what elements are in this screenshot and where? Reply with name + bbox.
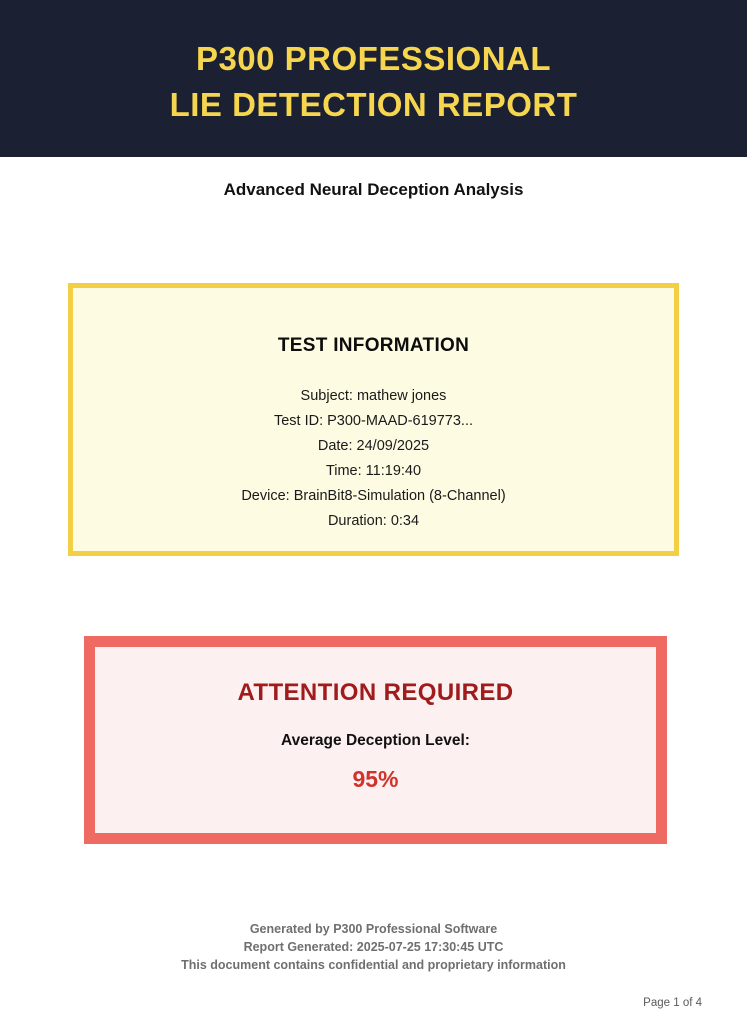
test-information-card <box>68 283 679 556</box>
attention-card-inner <box>95 647 656 833</box>
test-information-details <box>241 384 505 534</box>
test-info-date: Date: 24/09/2025 <box>317 438 430 454</box>
attention-title: ATTENTION REQUIRED <box>237 679 514 706</box>
report-title-line-1: P300 PROFESSIONAL <box>195 39 552 77</box>
footer-confidentiality-notice: This document contains confidential and proprietary information <box>181 958 566 972</box>
test-info-duration: Duration: 0:34 <box>327 513 420 529</box>
test-info-device: Device: BrainBit8-Simulation (8-Channel) <box>241 488 506 504</box>
page-number: Page 1 of 4 <box>643 997 702 1009</box>
test-info-subject: Subject: mathew jones <box>300 388 447 404</box>
test-information-heading: TEST INFORMATION <box>277 335 470 356</box>
report-subtitle: Advanced Neural Deception Analysis <box>223 180 524 199</box>
footer-generated-by: Generated by P300 Professional Software <box>249 922 498 936</box>
report-title-line-2: LIE DETECTION REPORT <box>169 85 578 123</box>
average-deception-value: 95% <box>352 766 399 792</box>
test-info-time: Time: 11:19:40 <box>325 463 422 479</box>
report-footer <box>0 920 747 974</box>
test-info-test-id: Test ID: P300-MAAD-619773... <box>273 413 474 429</box>
average-deception-label: Average Deception Level: <box>281 732 470 749</box>
attention-required-card <box>84 636 667 844</box>
footer-report-generated: Report Generated: 2025-07-25 17:30:45 UTC <box>243 940 504 954</box>
report-header-banner <box>0 0 747 157</box>
